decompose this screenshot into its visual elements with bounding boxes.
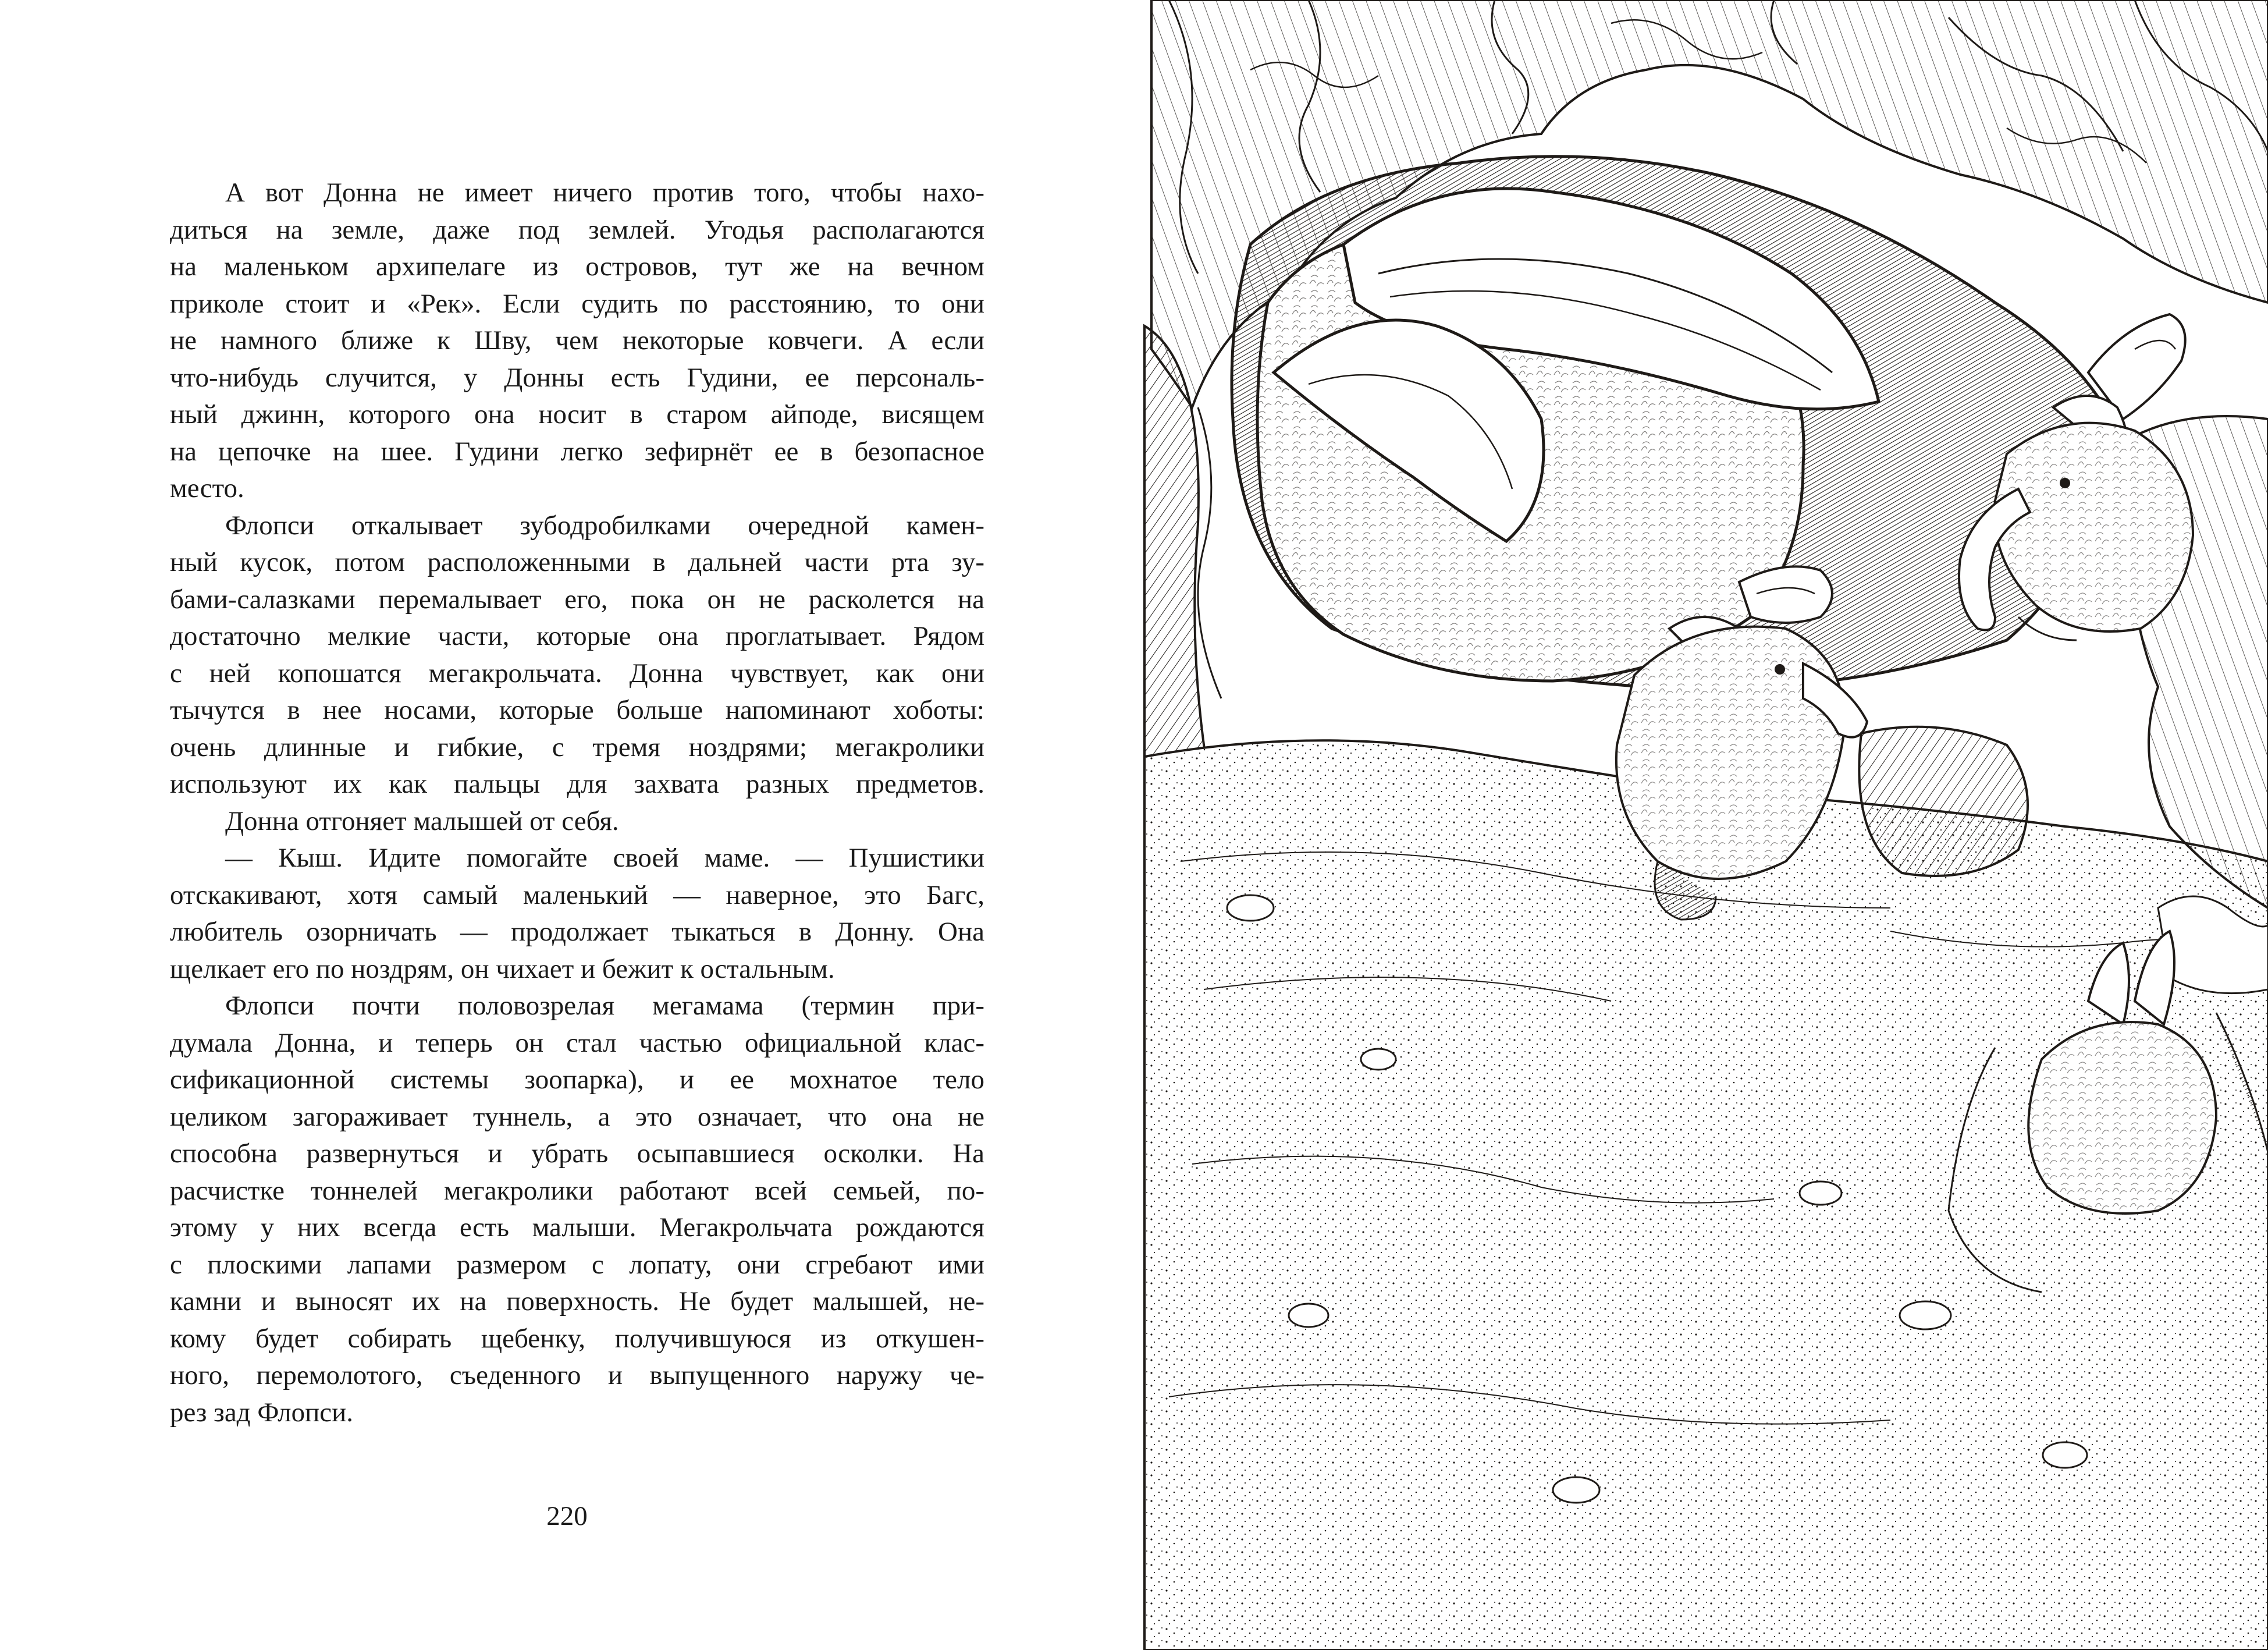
text-line: бами-салазками перемалывает его, пока он не расколется на (170, 584, 984, 615)
text-line: этому у них всегда есть малыши. Мегакрольчата рождаются (170, 1212, 984, 1243)
text-line: с плоскими лапами размером с лопату, они сгребают ими (170, 1249, 984, 1280)
rabbit-burrow-illustration (1134, 0, 2268, 1650)
text-line: кому будет собирать щебенку, получившуюся из откушен- (170, 1323, 984, 1354)
text-line: — Кыш. Идите помогайте своей маме. — Пушистики (225, 843, 984, 873)
text-line: любитель озорничать — продолжает тыкаться в Донну. Она (170, 917, 984, 947)
page-number: 220 (546, 1501, 588, 1531)
body-text (170, 175, 984, 1431)
paragraph (170, 508, 984, 803)
text-line: А вот Донна не имеет ничего против того, чтобы нахо- (225, 178, 984, 208)
paragraph (170, 175, 984, 508)
rock-chunk (1859, 727, 2028, 876)
text-line: отскакивают, хотя самый маленький — наверное, это Багс, (170, 879, 984, 910)
text-line: целиком загораживает туннель, а это означает, что она не (170, 1101, 984, 1132)
text-line: не намного ближе к Шву, чем некоторые ковчеги. А если (170, 325, 984, 356)
text-line: место. (170, 473, 244, 503)
text-line: щелкает его по ноздрям, он чихает и бежит к остальным. (170, 953, 835, 984)
text-line: Флопси откалывает зубодробилками очередной камен- (225, 510, 984, 541)
text-line: расчистке тоннелей мегакролики работают всей семьей, по- (170, 1175, 984, 1206)
text-line: используют их как пальцы для захвата разных предметов. (170, 769, 984, 799)
text-line: думала Донна, и теперь он стал частью официальной клас- (170, 1027, 984, 1058)
text-line: Флопси почти половозрелая мегамама (термин при- (225, 991, 984, 1021)
paragraph (170, 988, 984, 1431)
text-line: ный джинн, которого она носит в старом айподе, висящем (170, 399, 984, 430)
text-line: камни и выносят их на поверхность. Не будет малышей, не- (170, 1286, 984, 1317)
text-line: с ней копошатся мегакрольчата. Донна чувствует, как они (170, 658, 984, 689)
right-page (1134, 0, 2268, 1650)
text-line: на цепочке на шее. Гудини легко зефирнёт ее в безопасное (170, 436, 984, 467)
paragraph (170, 803, 984, 840)
text-line: на маленьком архипелаге из островов, тут же на вечном (170, 251, 984, 282)
text-line: ный кусок, потом расположенными в дальней части рта зу- (170, 547, 984, 577)
text-line: ного, перемолотого, съеденного и выпущенного наружу че- (170, 1360, 984, 1390)
text-line: приколе стоит и «Рек». Если судить по расстоянию, то они (170, 288, 984, 319)
text-line: диться на земле, даже под землей. Угодья располагаются (170, 214, 984, 245)
text-line: очень длинные и гибкие, с тремя ноздрями; мегакролики (170, 732, 984, 762)
text-line: достаточно мелкие части, которые она проглатывает. Рядом (170, 621, 984, 651)
text-line: сификационной системы зоопарка), и ее мохнатое тело (170, 1064, 984, 1095)
text-line: тычутся в нее носами, которые больше напоминают хоботы: (170, 695, 984, 725)
text-line: способна развернуться и убрать осыпавшиеся осколки. На (170, 1138, 984, 1169)
text-line: рез зад Флопси. (170, 1397, 354, 1428)
text-line: Донна отгоняет малышей от себя. (225, 806, 619, 836)
paragraph (170, 840, 984, 988)
text-line: что-нибудь случится, у Донны есть Гудини, ее персональ- (170, 362, 984, 393)
eye-icon (1775, 664, 1785, 675)
eye-icon (2060, 478, 2070, 488)
